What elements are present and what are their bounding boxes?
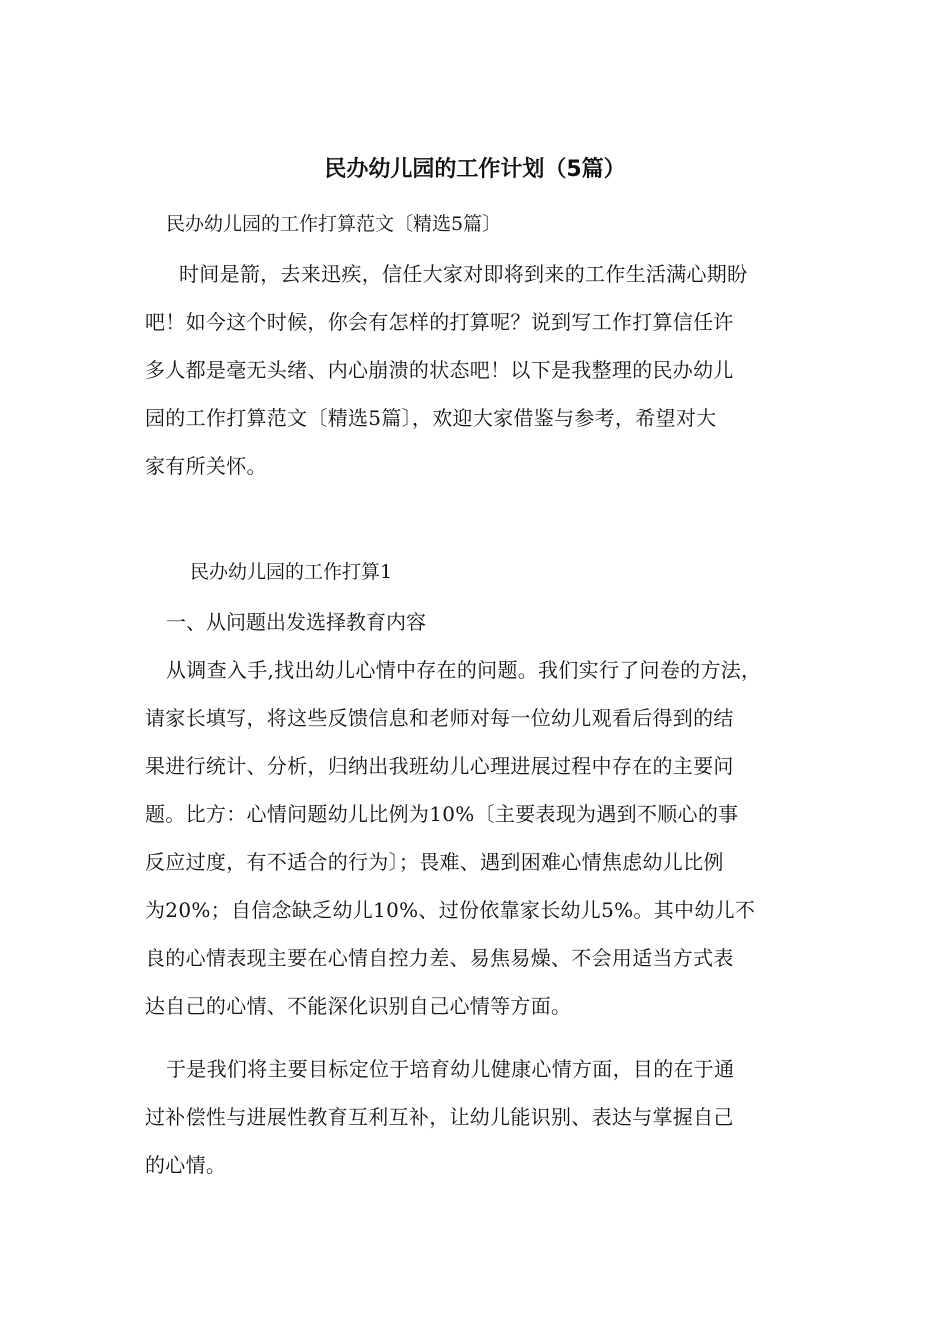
intro-line: 园的工作打算范文〔精选5篇〕，欢迎大家借鉴与参考，希望对大 (145, 406, 717, 430)
body-line: 过补偿性与进展性教育互利互补，让幼儿能识别、表达与掌握自己 (145, 1105, 734, 1129)
intro-line: 家有所关怀。 (145, 454, 267, 478)
intro-paragraph (145, 250, 815, 490)
body-line: 良的心情表现主要在心情自控力差、易焦易燥、不会用适当方式表 (145, 946, 734, 970)
body-line: 请家长填写，将这些反馈信息和老师对每一位幼儿观看后得到的结 (145, 706, 734, 730)
body-line: 于是我们将主要目标定位于培育幼儿健康心情方面，目的在于通 (166, 1057, 735, 1081)
body-paragraph (145, 1045, 815, 1189)
document-title: 民办幼儿园的工作计划（5篇） (324, 157, 626, 182)
section-subheading: 一、从问题出发选择教育内容 (166, 610, 426, 634)
section-heading: 民办幼儿园的工作打算1 (190, 561, 393, 583)
intro-line: 多人都是毫无头绪、内心崩溃的状态吧！以下是我整理的民办幼儿 (145, 358, 734, 382)
body-line: 果进行统计、分析，归纳出我班幼儿心理进展过程中存在的主要问 (145, 754, 734, 778)
body-line: 反应过度，有不适合的行为〕；畏难、遇到困难心情焦虑幼儿比例 (145, 850, 724, 874)
document-subtitle: 民办幼儿园的工作打算范文〔精选5篇〕 (166, 213, 502, 235)
intro-line: 吧！如今这个时候，你会有怎样的打算呢？说到写工作打算信任许 (145, 310, 734, 334)
intro-line: 时间是箭，去来迅疾，信任大家对即将到来的工作生活满心期盼 (179, 262, 748, 286)
body-line: 为20%；自信念缺乏幼儿10%、过份依靠家长幼儿5%。其中幼儿不 (145, 898, 756, 922)
body-line: 的心情。 (145, 1153, 227, 1177)
body-line: 从调查入手,找出幼儿心情中存在的问题。我们实行了问卷的方法， (166, 658, 762, 682)
body-paragraph (145, 646, 815, 1030)
body-line: 达自己的心情、不能深化识别自己心情等方面。 (145, 994, 572, 1018)
body-line: 题。比方：心情问题幼儿比例为10%〔主要表现为遇到不顺心的事 (145, 802, 739, 826)
